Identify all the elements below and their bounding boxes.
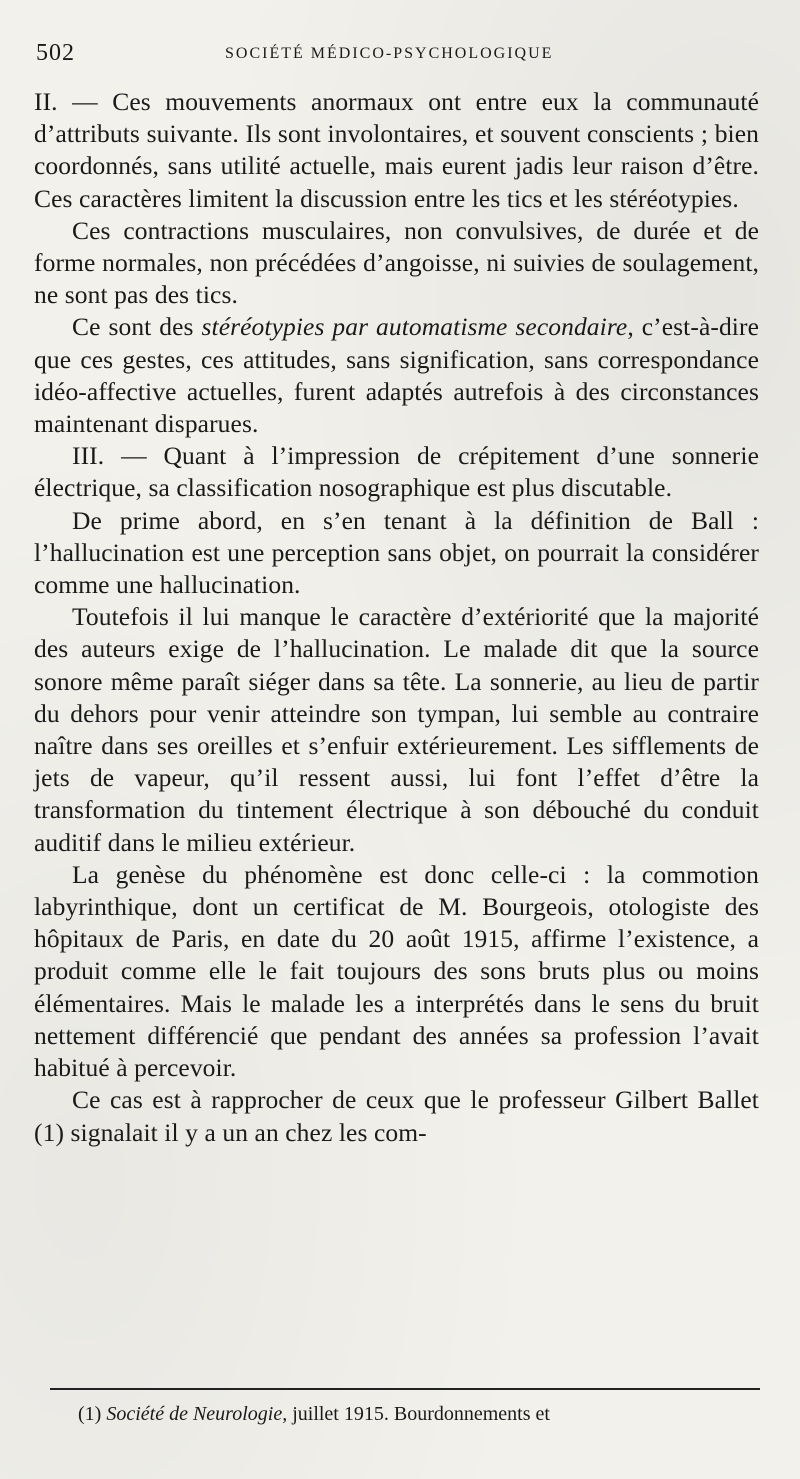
footnote <box>78 1403 550 1426</box>
footnote-marker: (1) <box>78 1403 107 1425</box>
body-text <box>34 86 759 1149</box>
running-head: SOCIÉTÉ MÉDICO-PSYCHOLOGIQUE <box>225 45 554 62</box>
paragraph-section-ii: II. — Ces mouvements anormaux ont entre eux la communauté d’attributs suivante. Ils sont involontaires, et souvent conscients ; bien coordonnés, sans utilité actuelle, mais eurent jadis leur raison d’être. Ces caractères limitent la discussion entre les tics et les stéréotypies. <box>34 87 759 213</box>
paragraph-stereotypies-emphasis: stéréotypies par automatisme secondaire <box>201 312 628 342</box>
paragraph-exteriority: Toutefois il lui manque le caractère d’extériorité que la majorité des auteurs exige de l’hallucination. Le malade dit que la source sonore même paraît siéger dans sa tête. La sonnerie, au lieu de partir du dehors pour venir atteindre son tympan, lui semble au contraire naître dans ses oreilles et s’enfuir extérieurement. Les sifflements de jets de vapeur, qu’il ressent aussi, lui font l’effet d’être la transformation du tintement électrique à son débouché du conduit auditif dans le milieu extérieur. <box>34 602 759 857</box>
footnote-text: juillet 1915. Bourdonnements et <box>287 1403 550 1425</box>
paragraph-comparison: Ce cas est à rapprocher de ceux que le professeur Gilbert Ballet (1) signalait il y a un an chez les com- <box>34 1085 759 1147</box>
page-number: 502 <box>36 40 75 66</box>
footnote-divider <box>50 1388 760 1390</box>
paragraph-stereotypies-lead: Ce sont des <box>72 312 202 342</box>
paragraph-section-iii: III. — Quant à l’impression de crépitement d’une sonnerie électrique, sa classification nosographique est plus discutable. <box>34 441 759 503</box>
paragraph-genesis: La genèse du phénomène est donc celle-ci : la commotion labyrinthique, dont un certificat de M. Bourgeois, otologiste des hôpitaux de Paris, en date du 20 août 1915, affirme l’existence, a produit comme elle le fait toujours des sons bruts plus ou moins élémentaires. Mais le malade les a interprétés dans le sens du bruit nettement différencié que pendant des années sa profession l’avait habitué à percevoir. <box>34 859 759 1083</box>
paragraph-stereotypies <box>34 311 759 440</box>
page-header <box>30 40 760 70</box>
paragraph-ball-definition: De prime abord, en s’en tenant à la définition de Ball : l’hallucination est une perception sans objet, on pourrait la considérer comme une hallucination. <box>34 505 759 600</box>
paragraph-contractions: Ces contractions musculaires, non convulsives, de durée et de forme normales, non précédées d’angoisse, ni suivies de soulagement, ne sont pas des tics. <box>34 215 759 310</box>
footnote-source: Société de Neurologie, <box>106 1403 288 1425</box>
paragraph-stereotypies-rest: , c’est-à-dire que ces gestes, ces attitudes, sans signification, sans correspondance idéo-affective actuelles, furent adaptés autrefois à des circonstances maintenant disparues. <box>34 312 760 439</box>
